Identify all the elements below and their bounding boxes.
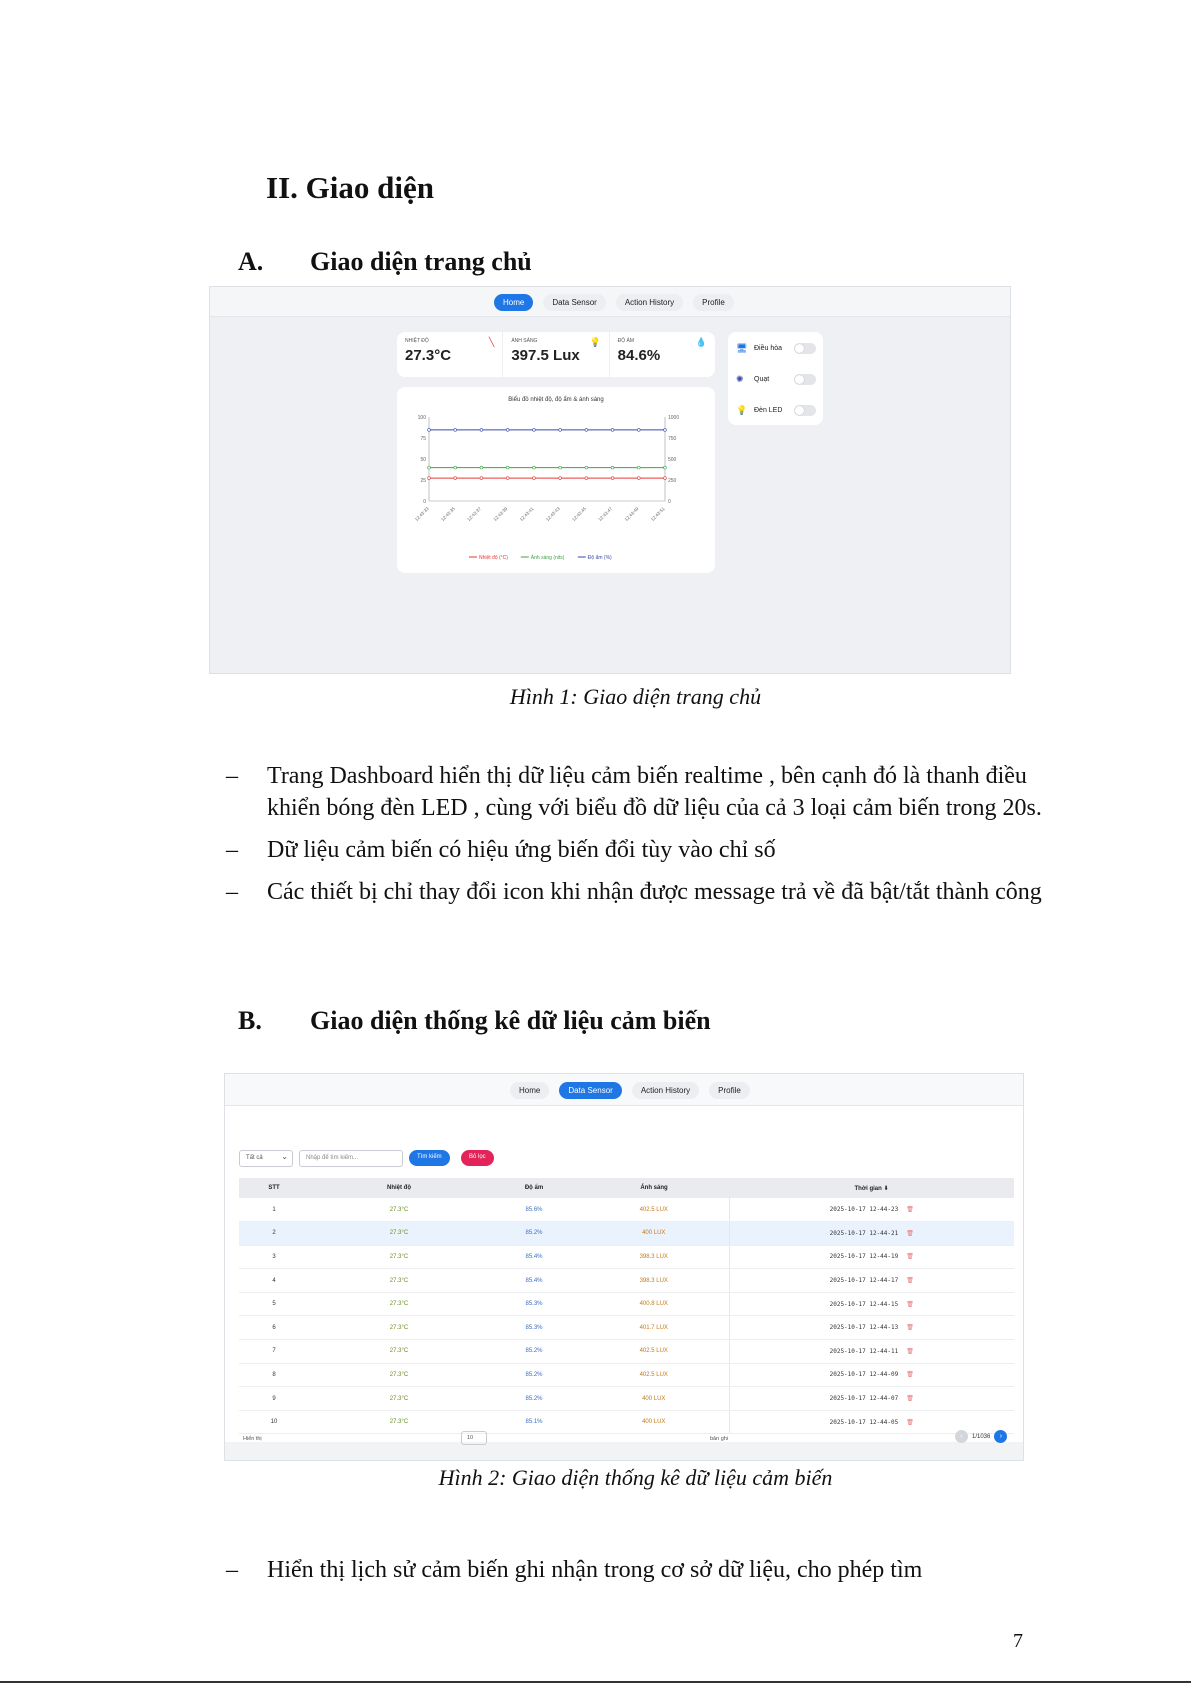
cell-stt-text: 10 [270, 1419, 278, 1426]
data-point [454, 477, 457, 480]
data-point [428, 477, 431, 480]
cell-time-text: 2025-10-17 12-44-13 [829, 1324, 899, 1332]
delete-icon[interactable]: 🗑 [906, 1206, 914, 1214]
led-bulb-icon: 💡 [736, 404, 748, 415]
sensor-table [239, 1178, 1014, 1434]
cell-stt-text: 2 [272, 1230, 276, 1237]
cell-stt [239, 1269, 309, 1293]
table-panel [225, 1106, 1023, 1442]
x-tick-label: 12:43:43 [544, 506, 561, 523]
bullet-item [226, 876, 1056, 908]
table-row[interactable] [239, 1340, 1014, 1364]
legend-label: Nhiệt độ (°C) [479, 555, 508, 561]
pagination [955, 1430, 1007, 1443]
cell-time-text: 2025-10-17 12-44-09 [829, 1371, 899, 1379]
nav-data-sensor[interactable]: Data Sensor [543, 294, 605, 311]
fan-toggle[interactable] [794, 374, 816, 385]
cell-time-text: 2025-10-17 12-44-21 [829, 1229, 899, 1237]
bulb-icon: 💡 [589, 337, 601, 347]
sensor-cards [397, 332, 715, 377]
bullet-item [226, 1554, 1056, 1586]
y-right-tick-label: 0 [668, 499, 671, 505]
thermometer-icon: ╲ [488, 337, 495, 347]
cell-temperature [309, 1269, 489, 1293]
cell-humidity [489, 1410, 579, 1434]
cell-time [729, 1340, 1014, 1364]
temperature-card [397, 332, 503, 377]
y-right-tick-label: 250 [668, 478, 677, 484]
cell-stt [239, 1316, 309, 1340]
cell-temperature-text: 27.3°C [389, 1206, 409, 1213]
cell-light-text: 400 LUX [642, 1395, 666, 1402]
cell-humidity-text: 85.4% [525, 1253, 543, 1260]
cell-stt [239, 1222, 309, 1246]
section-a-title: Giao diện trang chủ [310, 247, 532, 276]
legend-label: Độ ẩm (%) [587, 555, 612, 561]
x-tick-label: 12:43:37 [466, 506, 483, 523]
cell-humidity [489, 1198, 579, 1222]
cell-time-text: 2025-10-17 12-44-05 [829, 1418, 899, 1426]
figure-2-caption: Hình 2: Giao diện thống kê dữ liệu cảm biến [438, 1465, 833, 1490]
bullet-text: Trang Dashboard hiển thị dữ liệu cảm biến realtime , bên cạnh đó là thanh điều khiển bóng đèn LED , cùng với biểu đồ dữ liệu của cả 3 loại cảm biến trong 20s. [267, 763, 1042, 821]
device-panel [728, 332, 823, 425]
cell-temperature-text: 27.3°C [389, 1395, 409, 1402]
col-temperature[interactable]: Nhiệt độ [309, 1178, 489, 1198]
cell-light-text: 402.5 LUX [639, 1371, 668, 1378]
table-row[interactable] [239, 1387, 1014, 1411]
records-label: bản ghi [710, 1436, 729, 1442]
delete-icon[interactable]: 🗑 [906, 1371, 914, 1379]
chart-title: Biểu đồ nhiệt độ, độ ẩm & ánh sáng [508, 397, 604, 403]
cell-humidity [489, 1269, 579, 1293]
search-input[interactable]: Nhập để tìm kiếm... [299, 1150, 403, 1167]
data-point [454, 466, 457, 469]
cell-temperature-text: 27.3°C [389, 1301, 409, 1308]
col-time[interactable]: Thời gian ⬇ [729, 1178, 1014, 1198]
cell-humidity-text: 85.2% [525, 1371, 543, 1378]
bullet-text: Các thiết bị chỉ thay đổi icon khi nhận được message trả về đã bật/tắt thành công [267, 879, 1042, 905]
bullet-text: Hiển thị lịch sử cảm biến ghi nhận trong cơ sở dữ liệu, cho phép tìm [267, 1557, 923, 1583]
device-air-conditioner-label: Điều hòa [754, 344, 783, 352]
cell-light-text: 398.3 LUX [639, 1277, 668, 1284]
delete-icon[interactable]: 🗑 [906, 1277, 914, 1285]
cell-temperature [309, 1198, 489, 1222]
section-b-heading [238, 1006, 711, 1036]
data-point [532, 429, 535, 432]
cell-humidity [489, 1222, 579, 1246]
cell-light [579, 1269, 729, 1293]
table-row[interactable] [239, 1316, 1014, 1340]
nav-profile[interactable]: Profile [709, 1082, 750, 1099]
cell-temperature [309, 1316, 489, 1340]
cell-light [579, 1222, 729, 1246]
legend-label: Ánh sáng (nits) [530, 555, 565, 561]
y-left-tick-label: 75 [420, 436, 426, 442]
page-info: 1/1036 [972, 1433, 991, 1440]
x-tick-label: 12:43:35 [439, 506, 456, 523]
reset-filter-button[interactable]: Bỏ lọc [461, 1150, 494, 1166]
cell-stt-text: 5 [272, 1301, 276, 1308]
col-light[interactable]: Ánh sáng [579, 1178, 729, 1198]
cell-temperature-text: 27.3°C [389, 1324, 409, 1331]
y-left-tick-label: 50 [420, 457, 426, 463]
x-tick-label: 12:43:47 [597, 506, 614, 523]
table-row[interactable] [239, 1292, 1014, 1316]
nav-home[interactable]: Home [494, 294, 533, 311]
cell-temperature [309, 1363, 489, 1387]
cell-humidity [489, 1363, 579, 1387]
cell-light-text: 402.5 LUX [639, 1206, 668, 1213]
section-b-number: B. [238, 1006, 262, 1035]
table-row[interactable] [239, 1269, 1014, 1293]
cell-time [729, 1269, 1014, 1293]
nav-home[interactable]: Home [510, 1082, 549, 1099]
data-point [559, 466, 562, 469]
section-b-title: Giao diện thống kê dữ liệu cảm biến [310, 1006, 711, 1035]
show-label: Hiển thị [243, 1436, 262, 1442]
delete-icon[interactable]: 🗑 [906, 1418, 914, 1426]
bullet-item [226, 760, 1056, 824]
x-tick-label: 12:43:51 [649, 506, 666, 523]
led-toggle[interactable] [794, 405, 816, 416]
cell-stt-text: 3 [272, 1253, 276, 1260]
page-number: 7 [1013, 1630, 1023, 1652]
cell-stt-text: 6 [272, 1324, 276, 1331]
humidity-card [610, 332, 715, 377]
cell-humidity-text: 85.4% [525, 1277, 543, 1284]
top-nav [225, 1074, 1023, 1106]
y-right-tick-label: 1000 [668, 415, 680, 421]
cell-time-text: 2025-10-17 12-44-07 [829, 1395, 899, 1403]
cell-light-text: 398.3 LUX [639, 1253, 668, 1260]
x-tick-label: 12:43:49 [623, 506, 640, 523]
cell-time [729, 1245, 1014, 1269]
sensor-line-chart [397, 387, 715, 573]
data-point [506, 477, 509, 480]
search-button[interactable]: Tìm kiếm [409, 1150, 450, 1166]
cell-stt-text: 1 [272, 1206, 276, 1213]
table-row[interactable] [239, 1245, 1014, 1269]
cell-humidity-text: 85.3% [525, 1301, 543, 1308]
cell-stt-text: 8 [272, 1371, 276, 1378]
cell-humidity-text: 85.2% [525, 1395, 543, 1402]
cell-temperature-text: 27.3°C [389, 1230, 409, 1237]
air-conditioner-toggle[interactable] [794, 343, 816, 354]
humidity-value: 84.6% [617, 347, 661, 364]
section-a-number: A. [238, 247, 264, 276]
table-row[interactable] [239, 1222, 1014, 1246]
cell-light-text: 400 LUX [642, 1230, 666, 1237]
data-point [637, 429, 640, 432]
y-right-tick-label: 750 [668, 436, 677, 442]
footer-rule [0, 1681, 1191, 1683]
cell-stt [239, 1198, 309, 1222]
cell-light [579, 1198, 729, 1222]
cell-light-text: 401.7 LUX [639, 1324, 668, 1331]
cell-stt-text: 4 [272, 1277, 276, 1284]
cell-time [729, 1198, 1014, 1222]
cell-temperature-text: 27.3°C [389, 1419, 409, 1426]
cell-humidity [489, 1340, 579, 1364]
cell-humidity [489, 1292, 579, 1316]
delete-icon[interactable]: 🗑 [906, 1324, 914, 1332]
cell-humidity-text: 85.2% [525, 1348, 543, 1355]
data-point [559, 429, 562, 432]
cell-stt [239, 1292, 309, 1316]
data-point [611, 429, 614, 432]
cell-temperature [309, 1222, 489, 1246]
section-a-heading [238, 247, 532, 277]
page-heading: II. Giao diện [266, 170, 434, 205]
data-point [664, 429, 667, 432]
data-point [637, 466, 640, 469]
bullet-mark: – [226, 763, 238, 789]
data-point [611, 477, 614, 480]
device-fan-label: Quạt [754, 375, 770, 383]
temperature-value: 27.3°C [405, 347, 452, 364]
data-point [585, 477, 588, 480]
cell-humidity-text: 85.1% [525, 1419, 543, 1426]
light-card [503, 332, 609, 377]
cell-light [579, 1340, 729, 1364]
bullet-list-1 [226, 760, 1056, 918]
cell-temperature [309, 1340, 489, 1364]
data-point [428, 429, 431, 432]
y-right-tick-label: 500 [668, 457, 677, 463]
table-header-row [239, 1178, 1014, 1198]
data-point [585, 466, 588, 469]
y-left-tick-label: 100 [417, 415, 426, 421]
cell-time [729, 1387, 1014, 1411]
cell-stt [239, 1410, 309, 1434]
cell-humidity-text: 85.2% [525, 1230, 543, 1237]
cell-temperature [309, 1292, 489, 1316]
cell-temperature-text: 27.3°C [389, 1371, 409, 1378]
data-point [454, 429, 457, 432]
delete-icon[interactable]: 🗑 [906, 1253, 914, 1261]
nav-profile[interactable]: Profile [693, 294, 734, 311]
y-left-tick-label: 25 [420, 478, 426, 484]
data-point [532, 466, 535, 469]
cell-light [579, 1292, 729, 1316]
table-row[interactable] [239, 1410, 1014, 1434]
data-point [506, 429, 509, 432]
cell-light-text: 402.5 LUX [639, 1348, 668, 1355]
drop-icon: 💧 [695, 337, 707, 347]
table-row[interactable] [239, 1198, 1014, 1222]
delete-icon[interactable]: 🗑 [906, 1229, 914, 1237]
cell-time-text: 2025-10-17 12-44-17 [829, 1277, 899, 1285]
cell-stt [239, 1363, 309, 1387]
bullet-mark: – [226, 1557, 238, 1583]
cell-time [729, 1292, 1014, 1316]
bullet-mark: – [226, 837, 238, 863]
data-point [480, 477, 483, 480]
cell-time-text: 2025-10-17 12-44-11 [829, 1347, 899, 1355]
device-led-label: Đèn LED [754, 406, 783, 414]
data-point [506, 466, 509, 469]
air-conditioner-icon: 🖥 [736, 342, 748, 353]
cell-humidity [489, 1316, 579, 1340]
cell-time-text: 2025-10-17 12-44-19 [829, 1253, 899, 1261]
nav-action-history[interactable]: Action History [632, 1082, 699, 1099]
cell-humidity-text: 85.3% [525, 1324, 543, 1331]
data-point [480, 429, 483, 432]
cell-light [579, 1245, 729, 1269]
cell-stt-text: 9 [272, 1395, 276, 1402]
fan-icon: ✺ [736, 373, 744, 384]
nav-data-sensor[interactable]: Data Sensor [559, 1082, 621, 1099]
data-point [611, 466, 614, 469]
cell-stt [239, 1340, 309, 1364]
delete-icon[interactable]: 🗑 [906, 1347, 914, 1355]
next-page-button[interactable]: › [994, 1430, 1007, 1443]
device-led [736, 402, 816, 418]
col-stt[interactable]: STT [239, 1178, 309, 1198]
dashboard-figure [209, 286, 1011, 674]
data-point [559, 477, 562, 480]
cell-temperature [309, 1245, 489, 1269]
bullet-item [226, 834, 1056, 866]
nav-action-history[interactable]: Action History [616, 294, 683, 311]
bullet-mark: – [226, 879, 238, 905]
top-nav [210, 287, 1010, 317]
cell-stt [239, 1245, 309, 1269]
data-point [428, 466, 431, 469]
prev-page-button[interactable]: ‹ [955, 1430, 968, 1443]
x-tick-label: 12:43:39 [492, 506, 509, 523]
device-fan [736, 371, 816, 387]
data-point [532, 477, 535, 480]
cell-time [729, 1222, 1014, 1246]
cell-temperature-text: 27.3°C [389, 1277, 409, 1284]
x-tick-label: 12:43:41 [518, 506, 535, 523]
data-point [664, 466, 667, 469]
col-humidity[interactable]: Độ ẩm [489, 1178, 579, 1198]
cell-humidity [489, 1245, 579, 1269]
x-tick-label: 12:43:33 [413, 506, 430, 523]
humidity-label: ĐỘ ẨM [617, 338, 635, 344]
cell-light [579, 1387, 729, 1411]
data-point [585, 429, 588, 432]
light-label: ÁNH SÁNG [511, 338, 538, 344]
y-left-tick-label: 0 [423, 499, 426, 505]
cell-temperature-text: 27.3°C [389, 1253, 409, 1260]
table-row[interactable] [239, 1363, 1014, 1387]
light-value: 397.5 Lux [511, 347, 580, 364]
cell-temperature-text: 27.3°C [389, 1348, 409, 1355]
data-point [637, 477, 640, 480]
cell-temperature [309, 1387, 489, 1411]
temperature-label: NHIỆT ĐỘ [405, 338, 429, 344]
device-air-conditioner [736, 340, 816, 356]
filter-select[interactable]: Tất cả ⌄ [239, 1150, 293, 1167]
figure-1-caption: Hình 1: Giao diện trang chủ [509, 684, 762, 709]
cell-stt [239, 1387, 309, 1411]
cell-light [579, 1410, 729, 1434]
delete-icon[interactable]: 🗑 [906, 1395, 914, 1403]
data-point [480, 466, 483, 469]
cell-light [579, 1363, 729, 1387]
data-sensor-figure [224, 1073, 1024, 1461]
cell-time [729, 1363, 1014, 1387]
cell-light-text: 400 LUX [642, 1419, 666, 1426]
delete-icon[interactable]: 🗑 [906, 1300, 914, 1308]
chart-card [397, 387, 715, 573]
bullet-list-2 [226, 1554, 1056, 1596]
cell-time-text: 2025-10-17 12-44-15 [829, 1300, 899, 1308]
bullet-text: Dữ liệu cảm biến có hiệu ứng biến đổi tùy vào chỉ số [267, 837, 776, 863]
cell-light [579, 1316, 729, 1340]
page-size-select[interactable]: 10 [461, 1431, 487, 1445]
cell-stt-text: 7 [272, 1348, 276, 1355]
data-point [664, 477, 667, 480]
cell-time-text: 2025-10-17 12-44-23 [829, 1206, 899, 1214]
x-tick-label: 12:43:45 [571, 506, 588, 523]
cell-humidity [489, 1387, 579, 1411]
cell-humidity-text: 85.6% [525, 1206, 543, 1213]
cell-time [729, 1316, 1014, 1340]
cell-light-text: 400.8 LUX [639, 1301, 668, 1308]
